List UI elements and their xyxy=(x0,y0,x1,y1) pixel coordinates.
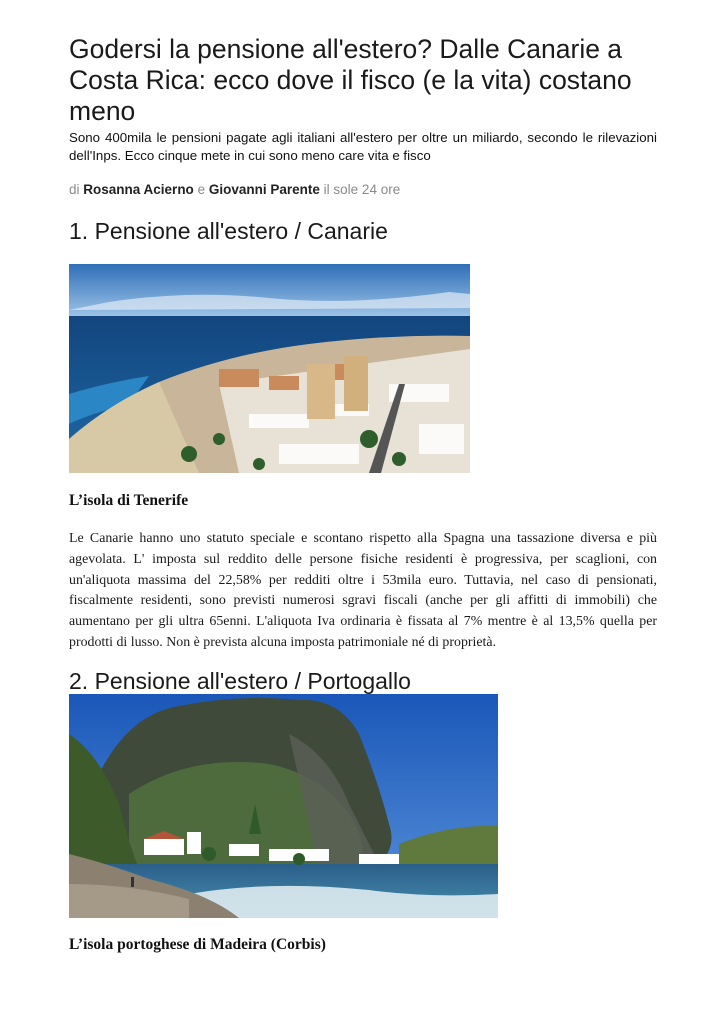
byline-prefix: di xyxy=(69,182,80,197)
madeira-photo xyxy=(69,694,498,918)
section-heading: 2. Pensione all'estero / Portogallo xyxy=(69,668,411,694)
author-name: Rosanna Acierno xyxy=(83,182,194,197)
author-name: Giovanni Parente xyxy=(208,182,320,197)
byline-conjunction: e xyxy=(197,182,206,197)
tenerife-photo xyxy=(69,264,470,473)
photo-caption: L’isola di Tenerife xyxy=(69,492,189,509)
photo-caption: L’isola portoghese di Madeira (Corbis) xyxy=(69,936,326,953)
article-subtitle: Sono 400mila le pensioni pagate agli italiani all'estero per oltre un miliardo, secondo le rilevazioni dell'Inps. Ecco cinque mete in cui sono meno care vita e fisco xyxy=(69,130,657,163)
article-title: Godersi la pensione all'estero? Dalle Canarie a Costa Rica: ecco dove il fisco (e la vita) costano meno xyxy=(69,34,632,126)
byline xyxy=(69,182,400,197)
section-body: Le Canarie hanno uno statuto speciale e scontano rispetto alla Spagna una tassazione diversa e più agevolata. L' imposta sul reddito delle persone fisiche residenti è progressiva, per scaglioni, con un'aliquota massima del 22,58% per redditi oltre i 53mila euro. Tuttavia, nel caso di pensionati, fiscalmente residenti, sono previsti numerosi sgravi fiscali (anche per gli affitti di immobili) che aumentano per gli ultra 65enni. L'aliquota Iva ordinaria è fissata al 7% mentre è al 13,5% quella per prodotti di lusso. Non è prevista alcuna imposta patrimoniale né di proprietà. xyxy=(69,531,657,650)
section-heading: 1. Pensione all'estero / Canarie xyxy=(69,218,388,244)
byline-source: il sole 24 ore xyxy=(323,182,401,197)
